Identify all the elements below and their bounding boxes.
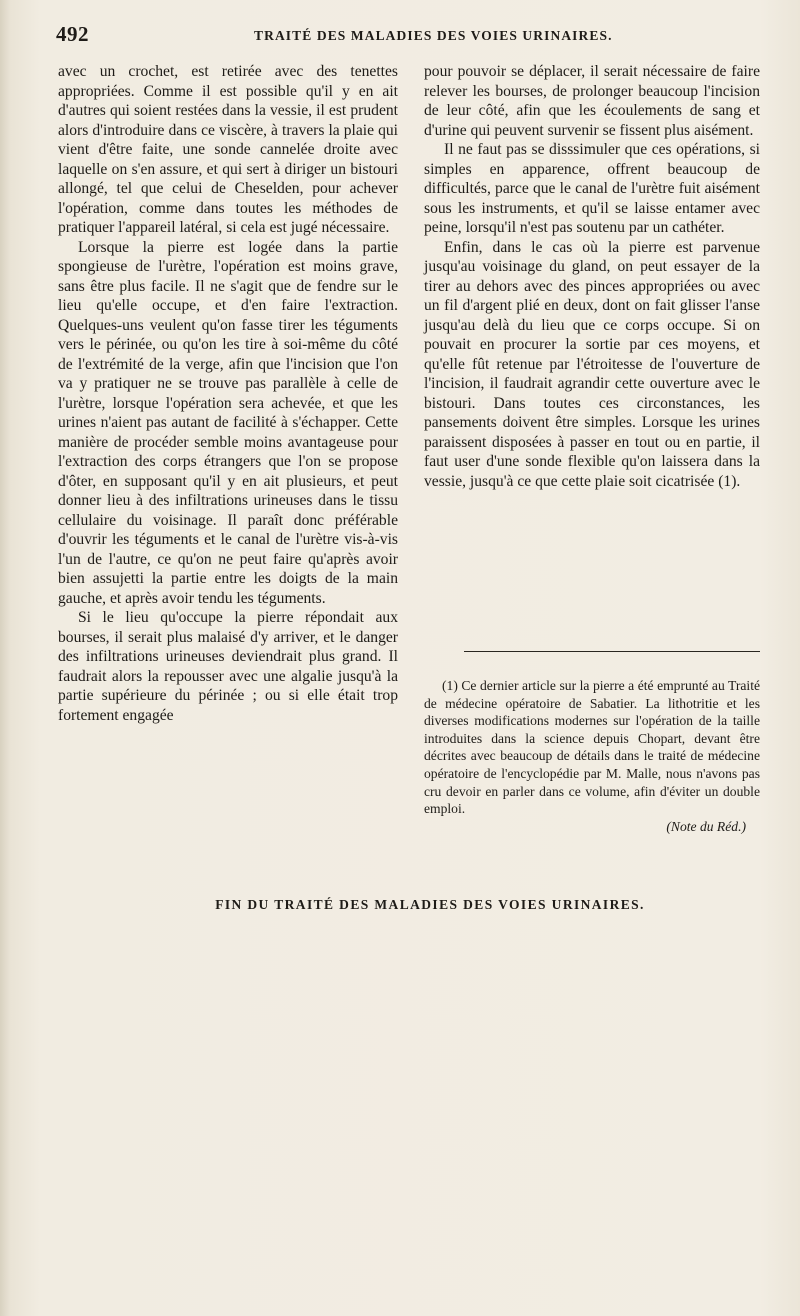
running-title: TRAITÉ DES MALADIES DES VOIES URINAIRES.	[254, 28, 613, 43]
footnote-signature: (Note du Réd.)	[666, 818, 746, 834]
paragraph: Enfin, dans le cas où la pierre est parvenue jusqu'au voisinage du gland, on peut essayer de la tirer au dehors avec des pinces appropriées ou avec un fil d'argent plié en deux, dont on fait glisser l'anse jusqu'au delà du lieu que ce corps occupe. Si on pouvait en procurer la sortie par ces moyens, et qu'elle fût retenue par l'étroitesse de l'ouverture de l'incision, il faudrait agrandir cette ouverture avec le bistouri. Dans toutes ces circonstances, les pansements doivent être simples. Lorsque les urines paraissent disposées à passer en tout ou en partie, il faut user d'une sonde flexible qu'on laissera dans la vessie, jusqu'à ce que cette plaie soit cicatrisée (1).	[424, 238, 760, 490]
closing-line: FIN DU TRAITÉ DES MALADIES DES VOIES URINAIRES.	[215, 897, 645, 912]
footnote-divider	[464, 651, 760, 652]
paragraph: Il ne faut pas se disssimuler que ces opérations, si simples en apparence, offrent beaucoup de difficultés, parce que le canal de l'urètre fuit aisément sous les instruments, et qu'il se laisse entamer avec peine, lorsqu'il n'est pas soutenu par un cathéter.	[424, 141, 760, 236]
page-number: 492	[56, 22, 89, 46]
paragraph: pour pouvoir se déplacer, il serait nécessaire de faire relever les bourses, de prolonger beaucoup l'incision de leur côté, afin que les écoulements de sang et d'urine qui peuvent survenir se fissent plus aisément.	[424, 63, 760, 139]
page-header	[56, 22, 756, 50]
paragraph: avec un crochet, est retirée avec des tenettes appropriées. Comme il est possible qu'il y en ait d'autres qui soient restées dans la vessie, il est prudent alors d'introduire dans ce viscère, à travers la plaie qui vient d'être faite, une sonde cannelée droite avec laquelle on s'en assure, et qui sert à diriger un bistouri allongé, tel que celui de Cheselden, pour achever l'opération, comme dans toutes les méthodes de pratiquer l'appareil latéral, si cela est jugé nécessaire.	[58, 63, 398, 236]
right-column	[424, 62, 760, 491]
footnote-text: (1) Ce dernier article sur la pierre a été emprunté au Traité de médecine opératoire de Sabatier. La lithotritie et les diverses modifications modernes sur l'opération de la taille introduites dans la science depuis Chopart, devant être décrites avec beaucoup de détails dans le traité de médecine opératoire de l'encyclopédie par M. Malle, nous n'avons pas cru devoir en parler dans ce volume, afin d'éviter un double emploi.	[424, 678, 760, 817]
footnote	[424, 677, 760, 835]
paragraph: Si le lieu qu'occupe la pierre répondait aux bourses, il serait plus malaisé d'y arriver, et le danger des infiltrations urineuses deviendrait plus grand. Il faudrait alors la repousser avec une algalie jusqu'à la partie supérieure du périnée ; ou si elle était trop fortement engagée	[58, 609, 398, 724]
paragraph: Lorsque la pierre est logée dans la partie spongieuse de l'urètre, l'opération est moins grave, sans être plus facile. Il ne s'agit que de fendre sur le lieu qu'elle occupe, et d'en faire l'extraction. Quelques-uns veulent qu'on fasse tirer les téguments vers le périnée, ou qu'on les tire à soi-même du côté de l'extrémité de la verge, afin que l'incision que l'on va y pratiquer ne se trouve pas parallèle à celle de l'urètre, lorsque l'opération sera achevée, et que les urines n'aient pas autant de facilité à s'échapper. Cette manière de procéder semble moins avantageuse pour l'extraction des corps étrangers que l'on se propose d'ôter, en supposant qu'il y en ait plusieurs, et peut donner lieu à des infiltrations urineuses dans le tissu cellulaire du voisinage. Il paraît donc préférable d'ouvrir les téguments et le canal de l'urètre vis-à-vis l'un de l'autre, ce qu'on ne peut faire qu'après avoir bien assujetti la partie entre les doigts de la main gauche, et après avoir tendu les téguments.	[58, 238, 398, 607]
left-column	[58, 62, 398, 725]
